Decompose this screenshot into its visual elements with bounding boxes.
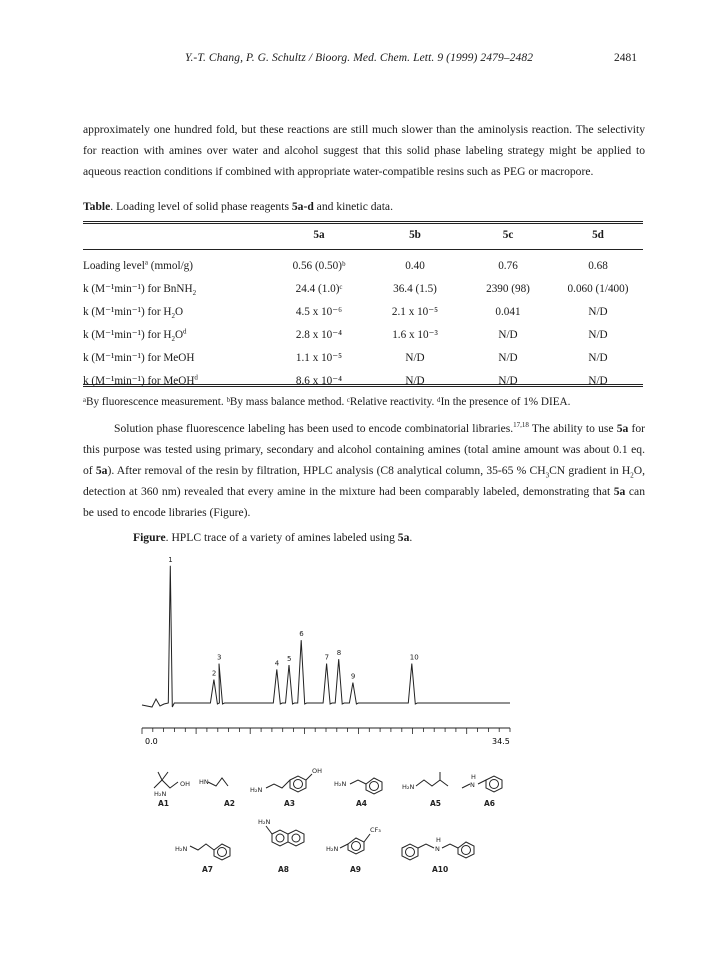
structure-a6: [462, 773, 502, 808]
peak-labels: [168, 556, 418, 681]
table-cell: 0.40: [405, 259, 425, 272]
x-end-label: 34.5: [492, 737, 510, 746]
figure-caption: Figure. HPLC trace of a variety of amines labeled using 5a.: [133, 531, 413, 544]
svg-text:H₂N: H₂N: [154, 790, 167, 798]
page-number: 2481: [614, 52, 637, 64]
table-cell: N/D: [498, 328, 518, 341]
table-corner: [83, 222, 271, 248]
svg-text:H: H: [471, 773, 476, 781]
table-row: [83, 323, 643, 346]
structure-a7: [175, 844, 230, 874]
table-cell: 36.4 (1.5): [393, 282, 437, 295]
structure-label: A9: [350, 865, 362, 874]
table-cell: 0.76: [498, 259, 518, 272]
table-caption: [83, 200, 393, 213]
peak-label: 10: [409, 653, 419, 662]
svg-text:HN: HN: [199, 778, 209, 786]
svg-text:H₂N: H₂N: [326, 845, 339, 853]
table-cell: 2.8 x 10⁻⁴: [295, 329, 343, 341]
row-label: Loading level$^a$ (mmol/g): [83, 257, 193, 272]
column-header: 5c: [502, 229, 514, 241]
table-cell: 24.4 (1.0)ᶜ: [295, 282, 343, 295]
table-cell: 2390 (98): [486, 282, 530, 295]
table-cell: N/D: [588, 351, 608, 364]
peak-label: 7: [324, 653, 330, 662]
table-cell: N/D: [588, 374, 608, 387]
table-cell: N/D: [588, 305, 608, 318]
structure-label: A5: [430, 799, 442, 808]
table-row: [83, 300, 643, 323]
column-header: 5d: [592, 229, 604, 241]
structure-a2: [199, 778, 235, 808]
row-label: k (M⁻¹min⁻¹) for MeOH: [83, 352, 195, 364]
svg-text:H₂N: H₂N: [258, 818, 271, 826]
data-table: [83, 222, 643, 392]
table-cell: 1.1 x 10⁻⁵: [295, 352, 343, 364]
structure-a1: [154, 772, 190, 808]
structure-a9: [326, 826, 381, 874]
peak-label: 5: [287, 655, 292, 663]
row-label: k (M⁻¹min⁻¹) for MeOH$^d$: [83, 373, 198, 387]
peak-label: 1: [168, 555, 173, 564]
hplc-trace: [142, 566, 510, 707]
structure-label: A1: [158, 799, 170, 808]
peak-label: 9: [350, 672, 356, 681]
citation: 17,18: [513, 421, 529, 430]
table-caption-label: Table: [83, 200, 111, 213]
table-header-row: [83, 222, 643, 248]
table-row: [83, 346, 643, 369]
row-label: k (M⁻¹min⁻¹) for BnNH$_2$: [83, 283, 197, 298]
table-row: [83, 277, 643, 300]
table-footnote: ᵃBy fluorescence measurement. ᵇBy mass balance method. ᶜRelative reactivity. ᵈIn the presence of 1% DIEA.: [83, 396, 571, 408]
peak-label: 6: [299, 630, 304, 639]
svg-text:H₂N: H₂N: [402, 783, 415, 791]
x-axis-ticks: [142, 728, 510, 734]
table-cell: 8.6 x 10⁻⁴: [295, 375, 343, 387]
table-cell: N/D: [405, 374, 425, 387]
table-cell: 0.060 (1/400): [567, 282, 629, 295]
amine-structures: [140, 760, 520, 880]
structure-a10: [402, 836, 474, 874]
svg-text:OH: OH: [312, 767, 323, 775]
svg-text:H: H: [436, 836, 441, 844]
table-cell: N/D: [498, 351, 518, 364]
structure-a3: [250, 767, 322, 808]
table-caption-text: . Loading level of solid phase reagents: [110, 200, 292, 213]
body-paragraph-1: approximately one hundred fold, but these reactions are still much slower than the aminolysis reaction. The selectivity for reaction with amines over water and alcohol suggest that this solid phase labeling strategy might be applied to aqueous reaction conditions if combined with appropriate water-compatible resins such as PEG or macropore.: [83, 123, 645, 178]
table-caption-end: and kinetic data.: [313, 200, 393, 213]
column-header: 5a: [313, 229, 325, 241]
table-cell: 0.68: [588, 259, 608, 272]
hplc-chart: [130, 545, 530, 750]
svg-text:H₂N: H₂N: [250, 786, 263, 794]
structure-a5: [402, 772, 448, 808]
structure-a4: [334, 778, 382, 808]
table-cell: N/D: [405, 351, 425, 364]
page-header: [0, 52, 720, 72]
table-cell: 0.041: [495, 305, 521, 318]
table-row: [83, 369, 643, 392]
structure-label: A6: [484, 799, 496, 808]
figure-caption-label: Figure: [133, 531, 166, 544]
table-cell: 4.5 x 10⁻⁶: [295, 306, 343, 318]
svg-text:H₂N: H₂N: [334, 780, 347, 788]
structure-a8: [258, 818, 304, 874]
structure-label: A10: [432, 865, 449, 874]
svg-text:H₂N: H₂N: [175, 845, 188, 853]
table-row: [83, 248, 643, 277]
peak-label: 8: [336, 649, 342, 658]
x-start-label: 0.0: [145, 737, 158, 746]
running-head: Y.-T. Chang, P. G. Schultz / Bioorg. Med. Chem. Lett. 9 (1999) 2479–2482: [185, 52, 534, 64]
table-cell: 0.56 (0.50)ᵇ: [292, 259, 346, 272]
table-cell: N/D: [498, 374, 518, 387]
column-header: 5b: [409, 229, 421, 241]
structure-label: A3: [284, 799, 296, 808]
structure-label: A8: [278, 865, 290, 874]
body-paragraph-2: Solution phase fluorescence labeling has been used to encode combinatorial libraries.$^{17,18}$ The ability to use 5a for this purpose was tested using primary, secondary and alcohol containing amines (total amine amount was about 0.1 eq. of 5a). After removal of the resin by filtration, HPLC analysis (C8 analytical column, 35-65 % $CH_3CN$ gradient in $H_2O$, detection at 360 nm) revealed that every amine in the mixture had been comparably labeled, demonstrating that 5a can be used to encode libraries (Figure).: [83, 421, 646, 519]
svg-text:CF₃: CF₃: [370, 826, 381, 834]
row-label: k (M⁻¹min⁻¹) for $H_2O$: [83, 306, 184, 321]
table-cell: 2.1 x 10⁻⁵: [391, 306, 439, 318]
table-cell: 1.6 x 10⁻³: [392, 329, 438, 341]
structure-label: A4: [356, 799, 368, 808]
svg-text:N: N: [435, 845, 440, 853]
structure-label: A7: [202, 865, 214, 874]
peak-label: 4: [274, 659, 280, 668]
table-caption-compound: 5a-d: [291, 200, 314, 213]
svg-text:N: N: [470, 781, 475, 789]
structure-label: A2: [224, 799, 236, 808]
row-label: k (M⁻¹min⁻¹) for $H_2O^d$: [83, 327, 187, 344]
table-cell: N/D: [588, 328, 608, 341]
peak-label: 2: [211, 669, 217, 678]
peak-label: 3: [217, 653, 222, 662]
svg-text:OH: OH: [180, 780, 191, 788]
